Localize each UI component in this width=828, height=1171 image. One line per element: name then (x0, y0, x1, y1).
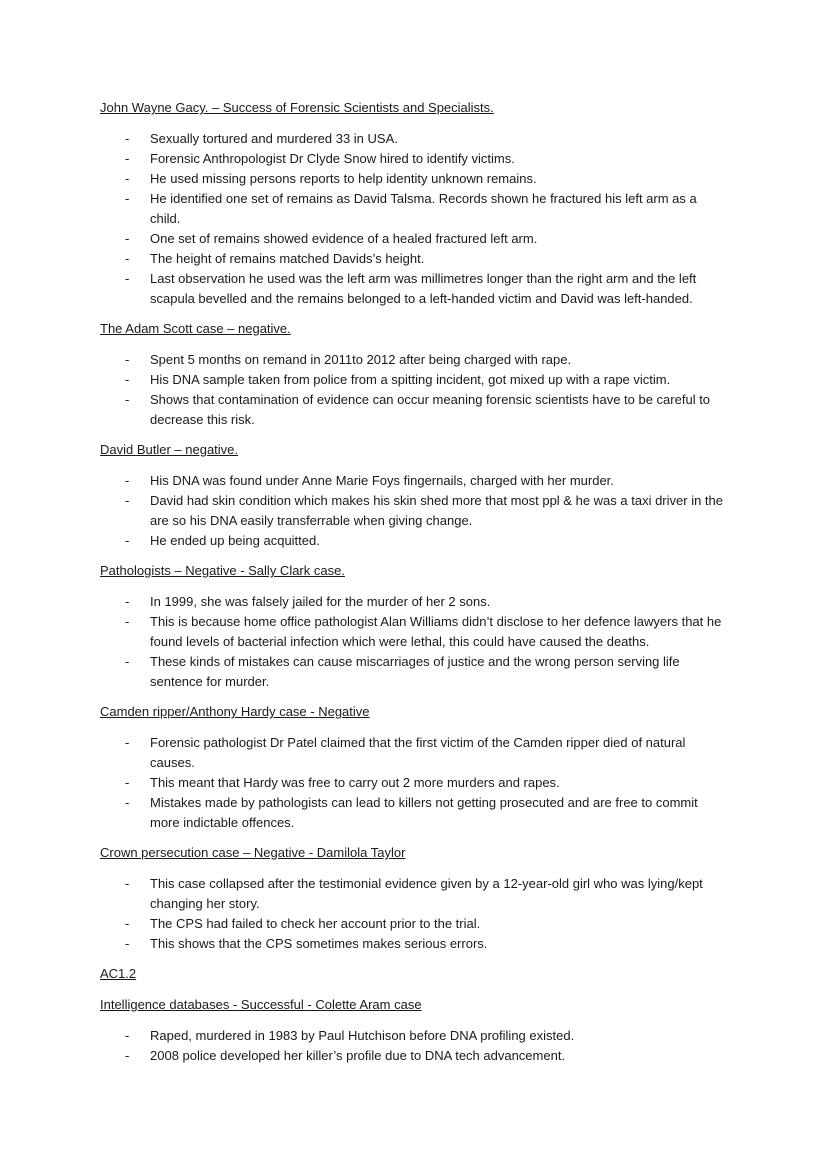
list-item-text: The CPS had failed to check her account prior to the trial. (150, 916, 481, 931)
dash-bullet-icon: - (125, 614, 130, 629)
list-item-text: These kinds of mistakes can cause miscarriages of justice and the wrong person serving life sentence for murder. (150, 654, 680, 689)
dash-bullet-icon: - (125, 775, 130, 790)
list-item (100, 914, 728, 934)
bullet-list (100, 874, 728, 954)
list-item (100, 1046, 728, 1066)
list-item-text: Shows that contamination of evidence can occur meaning forensic scientists have to be careful to decrease this risk. (150, 392, 711, 427)
dash-bullet-icon: - (125, 372, 130, 387)
bullet-list (100, 1026, 728, 1066)
dash-bullet-icon: - (125, 151, 130, 166)
list-item-text: Sexually tortured and murdered 33 in USA. (150, 131, 398, 146)
list-item-text: Forensic Anthropologist Dr Clyde Snow hired to identify victims. (150, 151, 515, 166)
list-item-text: He used missing persons reports to help identity unknown remains. (150, 171, 537, 186)
section-heading: David Butler – negative. (100, 442, 239, 457)
dash-bullet-icon: - (125, 231, 130, 246)
list-item (100, 773, 728, 793)
section-heading: AC1.2 (100, 966, 137, 981)
dash-bullet-icon: - (125, 795, 130, 810)
dash-bullet-icon: - (125, 271, 130, 286)
dash-bullet-icon: - (125, 493, 130, 508)
bullet-list (100, 471, 728, 551)
list-item-text: This is because home office pathologist Alan Williams didn’t disclose to her defence lawyers that he found levels of bacterial infection which were lethal, this could have caused the deaths. (150, 614, 722, 649)
bullet-list (100, 129, 728, 309)
list-item (100, 169, 728, 189)
list-item (100, 129, 728, 149)
list-item (100, 149, 728, 169)
list-item-text: This case collapsed after the testimonial evidence given by a 12-year-old girl who was lying/kept changing her story. (150, 876, 703, 911)
list-item (100, 793, 728, 833)
list-item (100, 1026, 728, 1046)
bullet-list (100, 350, 728, 430)
list-item-text: Mistakes made by pathologists can lead to killers not getting prosecuted and are free to commit more indictable offences. (150, 795, 698, 830)
list-item-text: Last observation he used was the left arm was millimetres longer than the right arm and the left scapula bevelled and the remains belonged to a left-handed victim and David was left-handed. (150, 271, 697, 306)
list-item-text: This shows that the CPS sometimes makes serious errors. (150, 936, 488, 951)
list-item (100, 491, 728, 531)
dash-bullet-icon: - (125, 352, 130, 367)
list-item (100, 229, 728, 249)
section-heading: John Wayne Gacy. – Success of Forensic Scientists and Specialists. (100, 100, 494, 115)
dash-bullet-icon: - (125, 1048, 130, 1063)
list-item (100, 652, 728, 692)
section-heading: Intelligence databases - Successful - Colette Aram case (100, 997, 422, 1012)
dash-bullet-icon: - (125, 392, 130, 407)
list-item-text: The height of remains matched Davids’s height. (150, 251, 425, 266)
dash-bullet-icon: - (125, 191, 130, 206)
bullet-list (100, 592, 728, 692)
section-heading: Pathologists – Negative - Sally Clark case. (100, 563, 345, 578)
list-item (100, 370, 728, 390)
dash-bullet-icon: - (125, 936, 130, 951)
list-item-text: His DNA sample taken from police from a spitting incident, got mixed up with a rape victim. (150, 372, 671, 387)
list-item (100, 350, 728, 370)
dash-bullet-icon: - (125, 916, 130, 931)
section-heading: Crown persecution case – Negative - Damilola Taylor (100, 845, 406, 860)
list-item (100, 471, 728, 491)
dash-bullet-icon: - (125, 1028, 130, 1043)
list-item (100, 189, 728, 229)
list-item-text: One set of remains showed evidence of a healed fractured left arm. (150, 231, 538, 246)
dash-bullet-icon: - (125, 533, 130, 548)
list-item-text: He identified one set of remains as David Talsma. Records shown he fractured his left arm as a child. (150, 191, 697, 226)
list-item-text: This meant that Hardy was free to carry out 2 more murders and rapes. (150, 775, 560, 790)
list-item (100, 249, 728, 269)
list-item-text: 2008 police developed her killer’s profile due to DNA tech advancement. (150, 1048, 566, 1063)
list-item (100, 733, 728, 773)
dash-bullet-icon: - (125, 594, 130, 609)
dash-bullet-icon: - (125, 473, 130, 488)
section-heading: Camden ripper/Anthony Hardy case - Negative (100, 704, 370, 719)
list-item (100, 390, 728, 430)
list-item (100, 612, 728, 652)
list-item-text: His DNA was found under Anne Marie Foys fingernails, charged with her murder. (150, 473, 614, 488)
bullet-list (100, 733, 728, 833)
list-item (100, 592, 728, 612)
dash-bullet-icon: - (125, 654, 130, 669)
list-item-text: David had skin condition which makes his skin shed more that most ppl & he was a taxi driver in the are so his DNA easily transferrable when giving change. (150, 493, 723, 528)
list-item (100, 874, 728, 914)
dash-bullet-icon: - (125, 876, 130, 891)
list-item (100, 269, 728, 309)
dash-bullet-icon: - (125, 171, 130, 186)
dash-bullet-icon: - (125, 735, 130, 750)
list-item (100, 934, 728, 954)
dash-bullet-icon: - (125, 251, 130, 266)
list-item-text: Forensic pathologist Dr Patel claimed that the first victim of the Camden ripper died of natural causes. (150, 735, 686, 770)
section-heading: The Adam Scott case – negative. (100, 321, 291, 336)
list-item (100, 531, 728, 551)
list-item-text: Spent 5 months on remand in 2011to 2012 after being charged with rape. (150, 352, 572, 367)
dash-bullet-icon: - (125, 131, 130, 146)
list-item-text: Raped, murdered in 1983 by Paul Hutchison before DNA profiling existed. (150, 1028, 575, 1043)
list-item-text: In 1999, she was falsely jailed for the murder of her 2 sons. (150, 594, 491, 609)
list-item-text: He ended up being acquitted. (150, 533, 320, 548)
